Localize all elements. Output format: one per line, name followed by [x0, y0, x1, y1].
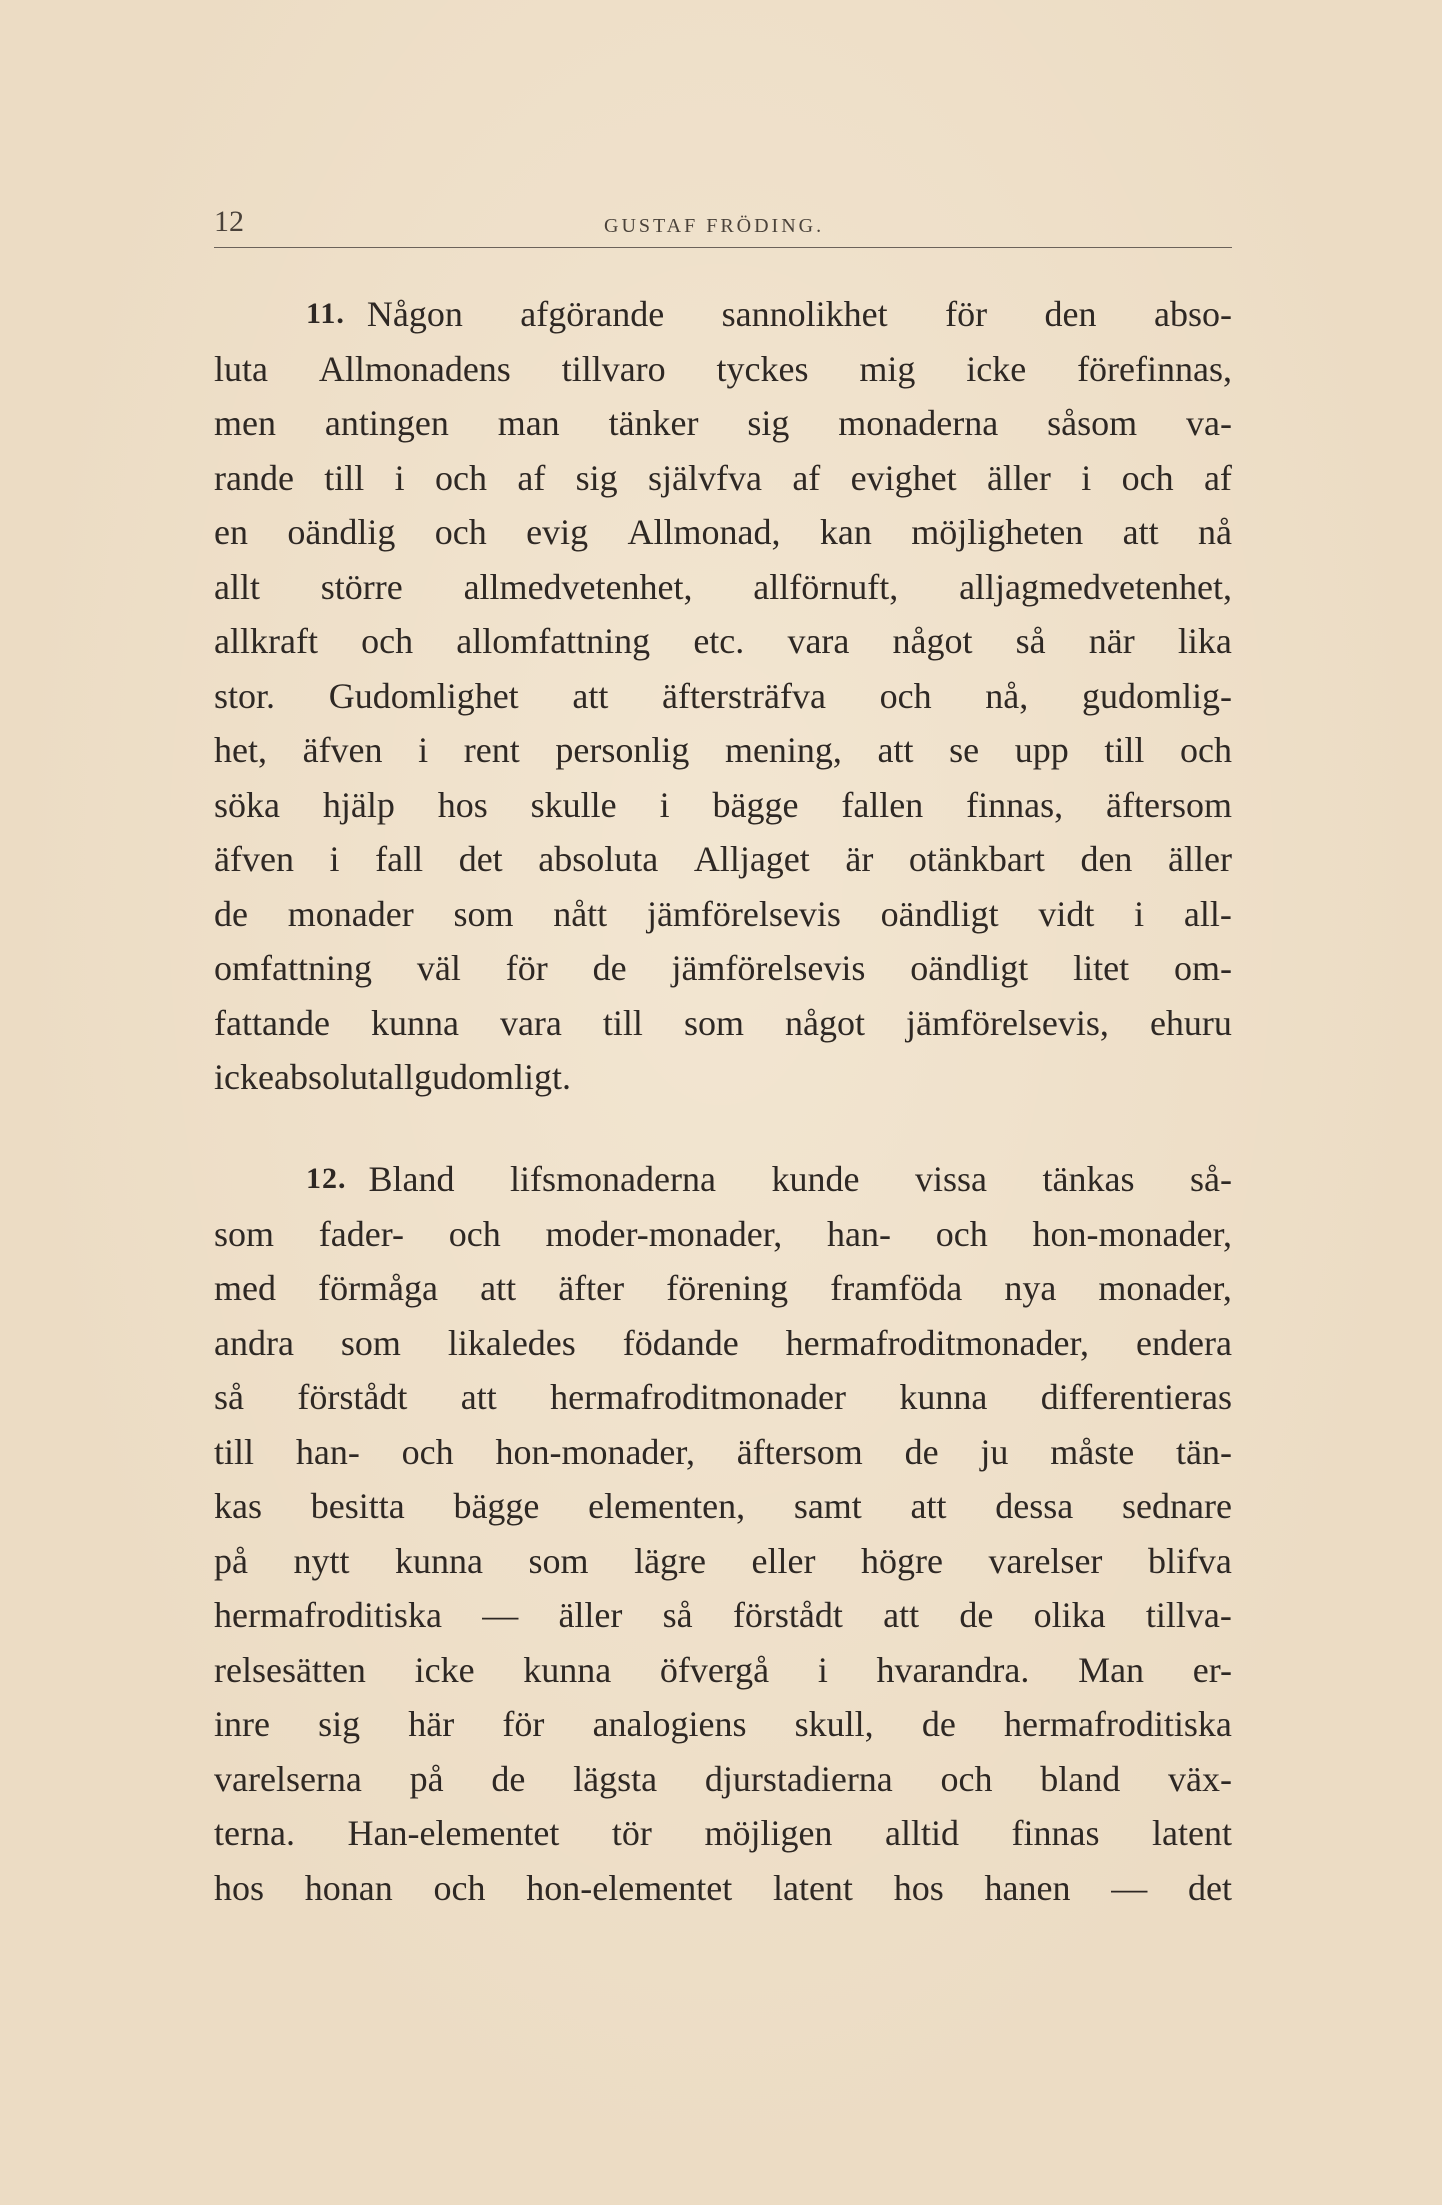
- text-line: luta Allmonadens tillvaro tyckes mig icke förefinnas,: [214, 348, 1232, 389]
- header-rule: [214, 247, 1232, 248]
- running-title: GUSTAF FRÖDING.: [604, 215, 825, 237]
- paragraph-12: [214, 1152, 1232, 1915]
- text-line: söka hjälp hos skulle i bägge fallen finnas, äftersom: [214, 784, 1232, 825]
- text-line: stor. Gudomlighet att äftersträfva och nå, gudomlig-: [214, 675, 1232, 716]
- paragraph-first-line: [214, 1152, 1232, 1207]
- running-head: [214, 205, 1232, 245]
- text-line: som fader- och moder-monader, han- och hon-monader,: [214, 1213, 1232, 1254]
- text-line: omfattning väl för de jämförelsevis oändligt litet om-: [214, 948, 1232, 988]
- paragraph-11: [214, 287, 1232, 1105]
- text-line: rande till i och af sig självfva af evighet äller i och af: [214, 457, 1232, 498]
- text-line: äfven i fall det absoluta Alljaget är otänkbart den äller: [214, 839, 1232, 879]
- page-number: 12: [214, 205, 244, 238]
- text-line: på nytt kunna som lägre eller högre varelser blifva: [214, 1540, 1232, 1581]
- text-line: en oändlig och evig Allmonad, kan möjligheten att nå: [214, 512, 1232, 552]
- text-line: men antingen man tänker sig monaderna såsom va-: [214, 403, 1232, 443]
- text-line: varelserna på de lägsta djurstadierna och bland väx-: [214, 1758, 1232, 1799]
- text-line: med förmåga att äfter förening framföda nya monader,: [214, 1268, 1232, 1308]
- text-line: kas besitta bägge elementen, samt att dessa sednare: [214, 1486, 1232, 1526]
- paragraph-number: 11.: [306, 297, 345, 330]
- paragraph-first-line: [214, 287, 1232, 342]
- text-line: terna. Han-elementet tör möjligen alltid finnas latent: [214, 1813, 1232, 1853]
- text-line: inre sig här för analogiens skull, de hermafroditiska: [214, 1704, 1232, 1744]
- text-line: Bland lifsmonaderna kunde vissa tänkas så-: [368, 1159, 1232, 1199]
- text-line: så förstådt att hermafroditmonader kunna differentieras: [214, 1377, 1232, 1417]
- text-line: andra som likaledes födande hermafroditmonader, endera: [214, 1322, 1232, 1363]
- text-line: het, äfven i rent personlig mening, att se upp till och: [214, 730, 1232, 770]
- text-line: Någon afgörande sannolikhet för den abso-: [366, 294, 1232, 334]
- paragraph-number: 12.: [306, 1162, 347, 1195]
- text-line: till han- och hon-monader, äftersom de ju måste tän-: [214, 1431, 1232, 1472]
- text-line: hos honan och hon-elementet latent hos hanen — det: [214, 1867, 1232, 1908]
- text-line: hermafroditiska — äller så förstådt att de olika tillva-: [214, 1595, 1232, 1635]
- text-line: allt större allmedvetenhet, allförnuft, alljagmedvetenhet,: [214, 566, 1232, 607]
- text-line: allkraft och allomfattning etc. vara något så när lika: [214, 621, 1232, 661]
- text-line: relsesätten icke kunna öfvergå i hvarandra. Man er-: [214, 1649, 1232, 1690]
- text-line: icke absolut allgudomligt.: [214, 1057, 571, 1097]
- text-line: fattande kunna vara till som något jämförelsevis, ehuru: [214, 1002, 1232, 1043]
- text-line: de monader som nått jämförelsevis oändligt vidt i all-: [214, 893, 1232, 934]
